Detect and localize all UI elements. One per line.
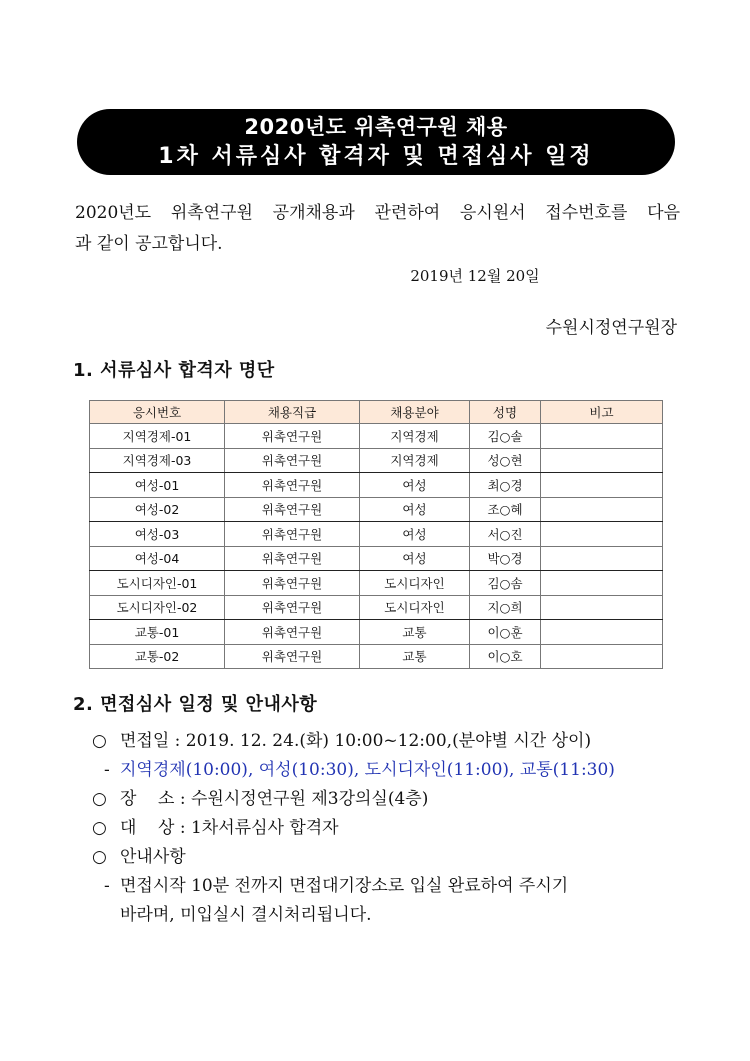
table-row	[90, 571, 663, 596]
applicant-number: 여성-01	[90, 473, 225, 498]
table-row	[90, 424, 663, 449]
section1-heading: 1. 서류심사 합격자 명단	[73, 360, 275, 381]
intro-line2: 과 같이 공고합니다.	[75, 234, 223, 254]
applicant-name: 이○훈	[470, 620, 541, 645]
applicant-name: 조○혜	[470, 497, 541, 522]
applicant-number: 여성-04	[90, 546, 225, 571]
remarks	[541, 473, 663, 498]
signer: 수원시정연구원장	[545, 318, 677, 338]
notice-title: 안내사항	[120, 847, 186, 867]
field: 교통	[360, 620, 470, 645]
position: 위촉연구원	[225, 620, 360, 645]
place-text: 장 소 : 수원시정연구원 제3강의실(4층)	[120, 789, 429, 809]
position: 위촉연구원	[225, 424, 360, 449]
circle-bullet-icon: ○	[92, 818, 107, 838]
notice-detail	[92, 872, 692, 901]
table-row	[90, 595, 663, 620]
circle-bullet-icon: ○	[92, 789, 107, 809]
header-cell: 채용직급	[225, 401, 360, 424]
applicant-number: 여성-02	[90, 497, 225, 522]
applicant-name: 김○솔	[470, 424, 541, 449]
remarks	[541, 644, 663, 669]
field: 도시디자인	[360, 571, 470, 596]
header-cell: 응시번호	[90, 401, 225, 424]
title-banner	[77, 109, 675, 175]
interview-date-item	[92, 727, 692, 756]
field: 도시디자인	[360, 595, 470, 620]
dash-bullet-icon: -	[104, 876, 110, 896]
field: 여성	[360, 497, 470, 522]
remarks	[541, 522, 663, 547]
field: 교통	[360, 644, 470, 669]
place-item	[92, 785, 692, 814]
target-text: 대 상 : 1차서류심사 합격자	[120, 818, 339, 838]
remarks	[541, 571, 663, 596]
header-cell: 채용분야	[360, 401, 470, 424]
applicant-number: 지역경제-03	[90, 448, 225, 473]
interview-schedule	[92, 727, 692, 930]
time-slots-item	[92, 756, 692, 785]
dash-bullet-icon: -	[104, 760, 110, 780]
notice-detail-cont	[92, 901, 692, 930]
applicant-name: 최○경	[470, 473, 541, 498]
position: 위촉연구원	[225, 448, 360, 473]
position: 위촉연구원	[225, 571, 360, 596]
remarks	[541, 546, 663, 571]
position: 위촉연구원	[225, 497, 360, 522]
applicant-name: 서○진	[470, 522, 541, 547]
field: 지역경제	[360, 424, 470, 449]
table-row	[90, 473, 663, 498]
position: 위촉연구원	[225, 595, 360, 620]
notice-date: 2019년 12월 20일	[410, 267, 540, 285]
banner-title-line2: 1차 서류심사 합격자 및 면접심사 일정	[158, 143, 594, 169]
field: 여성	[360, 546, 470, 571]
applicant-name: 박○경	[470, 546, 541, 571]
header-cell: 비고	[541, 401, 663, 424]
notice-line1: 면접시작 10분 전까지 면접대기장소로 입실 완료하여 주시기	[120, 876, 569, 896]
position: 위촉연구원	[225, 473, 360, 498]
intro-line1: 2020년도 위촉연구원 공개채용과 관련하여 응시원서 접수번호를 다음	[75, 203, 680, 223]
circle-bullet-icon: ○	[92, 847, 107, 867]
field: 지역경제	[360, 448, 470, 473]
position: 위촉연구원	[225, 522, 360, 547]
position: 위촉연구원	[225, 644, 360, 669]
remarks	[541, 424, 663, 449]
section2-heading: 2. 면접심사 일정 및 안내사항	[73, 694, 318, 715]
remarks	[541, 497, 663, 522]
table-header-row	[90, 401, 663, 424]
field: 여성	[360, 522, 470, 547]
applicant-name: 성○현	[470, 448, 541, 473]
table-row	[90, 522, 663, 547]
table-row	[90, 448, 663, 473]
interview-date-text: 면접일 : 2019. 12. 24.(화) 10:00~12:00,(분야별 시간 상이)	[120, 731, 592, 751]
table-row	[90, 620, 663, 645]
notice-item	[92, 843, 692, 872]
applicant-number: 여성-03	[90, 522, 225, 547]
notice-line2: 바라며, 미입실시 결시처리됩니다.	[120, 905, 372, 925]
applicant-number: 교통-01	[90, 620, 225, 645]
table-row	[90, 546, 663, 571]
applicant-number: 지역경제-01	[90, 424, 225, 449]
remarks	[541, 448, 663, 473]
table-row	[90, 497, 663, 522]
position: 위촉연구원	[225, 546, 360, 571]
intro-paragraph	[75, 198, 680, 260]
applicant-name: 지○희	[470, 595, 541, 620]
target-item	[92, 814, 692, 843]
field: 여성	[360, 473, 470, 498]
applicants-table	[89, 400, 663, 669]
banner-title-line1: 2020년도 위촉연구원 채용	[244, 114, 508, 139]
remarks	[541, 595, 663, 620]
remarks	[541, 620, 663, 645]
header-cell: 성명	[470, 401, 541, 424]
applicant-name: 김○솜	[470, 571, 541, 596]
applicant-number: 교통-02	[90, 644, 225, 669]
table-row	[90, 644, 663, 669]
applicant-number: 도시디자인-01	[90, 571, 225, 596]
applicant-number: 도시디자인-02	[90, 595, 225, 620]
applicant-name: 이○호	[470, 644, 541, 669]
time-slots-text: 지역경제(10:00), 여성(10:30), 도시디자인(11:00), 교통(11:30)	[120, 760, 615, 780]
circle-bullet-icon: ○	[92, 731, 107, 751]
